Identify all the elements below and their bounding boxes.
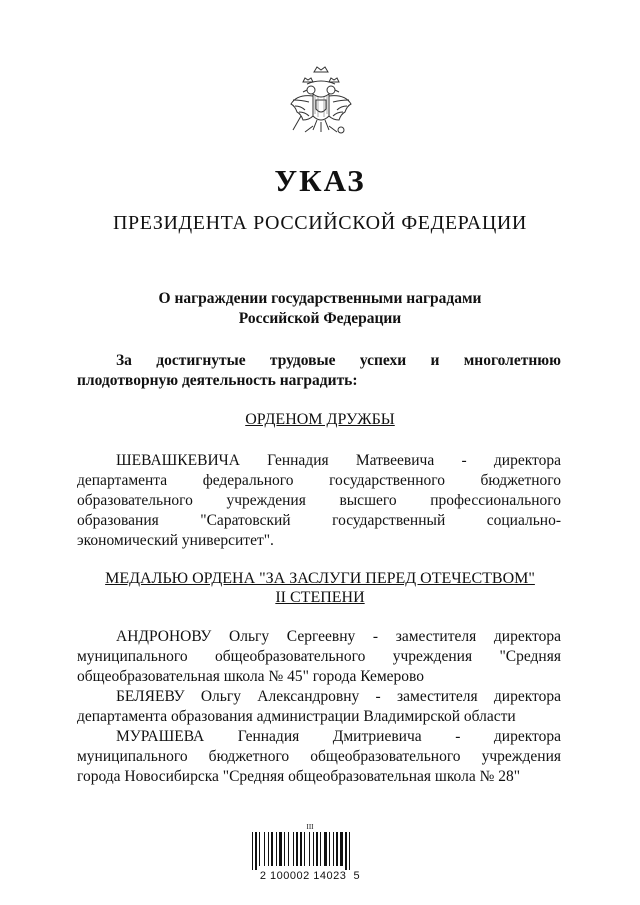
decree-subject-line-1: О награждении государственными наградами [158, 290, 482, 307]
award-2-line-7: муниципального бюджетного общеобразовательного учреждения [77, 748, 561, 765]
award-1-line-2: департамента федерального государственного бюджетного [77, 472, 561, 489]
award-2-line-5: департамента образования администрации Владимирской области [77, 708, 516, 725]
award-2-line-1: АНДРОНОВУ Ольгу Сергеевну - заместителя директора [116, 628, 561, 645]
award-1-line-5: экономический университет". [77, 532, 274, 549]
award-2-line-6: МУРАШЕВА Геннадия Дмитриевича - директора [116, 728, 561, 745]
decree-subject-line-2: Российской Федерации [238, 310, 402, 327]
barcode-bars [252, 832, 368, 870]
document-barcode [250, 823, 370, 885]
preamble-line-2: плодотворную деятельность наградить: [77, 372, 358, 389]
document-title: УКАЗ [274, 163, 366, 198]
barcode-top-mark: ІІІ [306, 823, 314, 831]
award-1-line-4: образования "Саратовский государственный социально- [77, 512, 561, 529]
award-1-line-3: образовательного учреждения высшего профессионального [77, 492, 561, 509]
award-heading-medal-line-2: II СТЕПЕНИ [275, 589, 365, 606]
award-2-line-4: БЕЛЯЕВУ Ольгу Александровну - заместителя директора [116, 688, 561, 705]
award-1-line-1: ШЕВАШКЕВИЧА Геннадия Матвеевича - директора [116, 452, 561, 469]
award-2-line-2: муниципального общеобразовательного учреждения "Средняя [77, 648, 561, 665]
document-subtitle: ПРЕЗИДЕНТА РОССИЙСКОЙ ФЕДЕРАЦИИ [113, 212, 527, 234]
award-heading-order-of-friendship: ОРДЕНОМ ДРУЖБЫ [245, 411, 395, 428]
preamble-line-1: За достигнутые трудовые успехи и многолетнюю [116, 352, 561, 369]
award-2-line-8: города Новосибирска "Средняя общеобразовательная школа № 28" [77, 768, 521, 785]
award-2-line-3: общеобразовательная школа № 45" города Кемерово [77, 668, 425, 685]
barcode-number: 2 100002 14023 5 [259, 870, 361, 882]
award-heading-medal-line-1: МЕДАЛЬЮ ОРДЕНА "ЗА ЗАСЛУГИ ПЕРЕД ОТЕЧЕСТВОМ" [105, 570, 535, 587]
russian-coat-of-arms-icon [283, 60, 359, 152]
